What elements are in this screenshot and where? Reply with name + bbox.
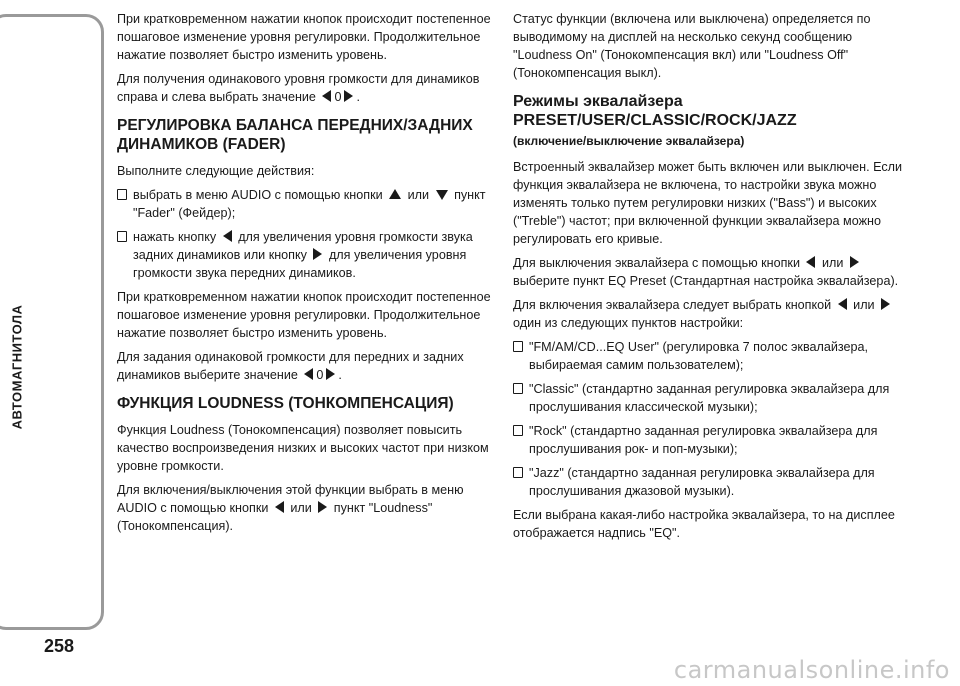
paragraph-loudness-desc: Функция Loudness (Тонокомпенсация) позволяет повысить качество воспроизведения низких и высоких частот при низком уровне громкости. — [117, 423, 489, 473]
paragraph-fader-equal: Для задания одинаковой громкости для передних и задних динамиков выберите значение 0 . — [117, 350, 464, 382]
watermark: carmanualsonline.info — [673, 656, 950, 684]
list-item: нажать кнопку для увеличения уровня громкости звука задних динамиков или кнопку для увеличения уровня громкости звука передних динамиков. — [117, 228, 497, 282]
page-number: 258 — [44, 636, 75, 656]
section-label: АВТОМАГНИТОЛА — [9, 304, 25, 430]
paragraph-loudness-status: Статус функции (включена или выключена) определяется по выводимому на дисплей на несколько секунд сообщению "Loudness On" (Тонокомпенсация вкл) или "Loudness Off" (Тонокомпенсация выкл). — [513, 12, 871, 80]
paragraph-step-change: При кратковременном нажатии кнопок происходит постепенное пошаговое изменение уровня регулировки. Продолжительное нажатие позволяет быстро изменить уровень. — [117, 12, 491, 62]
paragraph-balance-equal: Для получения одинакового уровня громкости для динамиков справа и слева выбрать значение 0 . — [117, 72, 480, 104]
arrow-right-icon — [344, 90, 353, 102]
arrow-left-icon — [806, 256, 815, 268]
arrow-left-icon — [322, 90, 331, 102]
arrow-right-icon — [318, 501, 327, 513]
checkbox-bullet-icon — [513, 383, 523, 394]
checkbox-bullet-icon — [513, 467, 523, 478]
checkbox-bullet-icon — [117, 189, 127, 200]
fader-intro: Выполните следующие действия: — [117, 164, 315, 178]
heading-loudness: ФУНКЦИЯ LOUDNESS (ТОНКОМПЕНСАЦИЯ) — [117, 395, 454, 412]
left-column — [117, 10, 497, 541]
list-item: выбрать в меню AUDIO с помощью кнопки или пункт "Fader" (Фейдер); — [117, 186, 497, 222]
arrow-left-icon — [223, 230, 232, 242]
paragraph-loudness-toggle: Для включения/выключения этой функции выбрать в меню AUDIO с помощью кнопки или пункт "Loudness" (Тонокомпенсация). — [117, 483, 464, 533]
list-item: "Rock" (стандартно заданная регулировка эквалайзера для прослушивания рок- и поп-музыки); — [513, 422, 908, 458]
paragraph-equalizer-on: Для включения эквалайзера следует выбрать кнопкой или один из следующих пунктов настройки: — [513, 296, 908, 332]
arrow-right-icon — [850, 256, 859, 268]
arrow-up-icon — [389, 189, 401, 199]
heading-equalizer: Режимы эквалайзера PRESET/USER/CLASSIC/ROCK/JAZZ — [513, 93, 797, 129]
heading-fader: РЕГУЛИРОВКА БАЛАНСА ПЕРЕДНИХ/ЗАДНИХ ДИНАМИКОВ (FADER) — [117, 117, 473, 153]
list-item: "FM/AM/CD...EQ User" (регулировка 7 полос эквалайзера, выбираемая самим пользователем); — [513, 338, 908, 374]
checkbox-bullet-icon — [513, 341, 523, 352]
arrow-right-icon — [326, 368, 335, 380]
section-side-tab — [0, 14, 104, 630]
paragraph-equalizer-desc: Встроенный эквалайзер может быть включен или выключен. Если функция эквалайзера не включена, то настройки звука можно изменять только путем регулировки низких ("Bass") и высоких ("Treble") частот; при включенной функции эквалайзера можно регулировать его кривые. — [513, 160, 903, 246]
arrow-left-icon — [304, 368, 313, 380]
list-item: "Classic" (стандартно заданная регулировка эквалайзера для прослушивания классической музыки); — [513, 380, 908, 416]
paragraph-equalizer-off: Для выключения эквалайзера с помощью кнопки или выберите пункт EQ Preset (Стандартная настройка эквалайзера). — [513, 256, 899, 288]
arrow-down-icon — [436, 190, 448, 200]
arrow-right-icon — [881, 298, 890, 310]
subheading-equalizer: (включение/выключение эквалайзера) — [513, 134, 745, 148]
paragraph-step-change-2: При кратковременном нажатии кнопок происходит постепенное пошаговое изменение уровня регулировки. Продолжительное нажатие позволяет быстро изменить уровень. — [117, 290, 491, 340]
right-column — [513, 10, 908, 548]
checkbox-bullet-icon — [117, 231, 127, 242]
paragraph-eq-display: Если выбрана какая-либо настройка эквалайзера, то на дисплее отображается надпись "EQ". — [513, 508, 895, 540]
list-item: "Jazz" (стандартно заданная регулировка эквалайзера для прослушивания джазовой музыки). — [513, 464, 908, 500]
arrow-left-icon — [275, 501, 284, 513]
checkbox-bullet-icon — [513, 425, 523, 436]
arrow-left-icon — [838, 298, 847, 310]
arrow-right-icon — [313, 248, 322, 260]
